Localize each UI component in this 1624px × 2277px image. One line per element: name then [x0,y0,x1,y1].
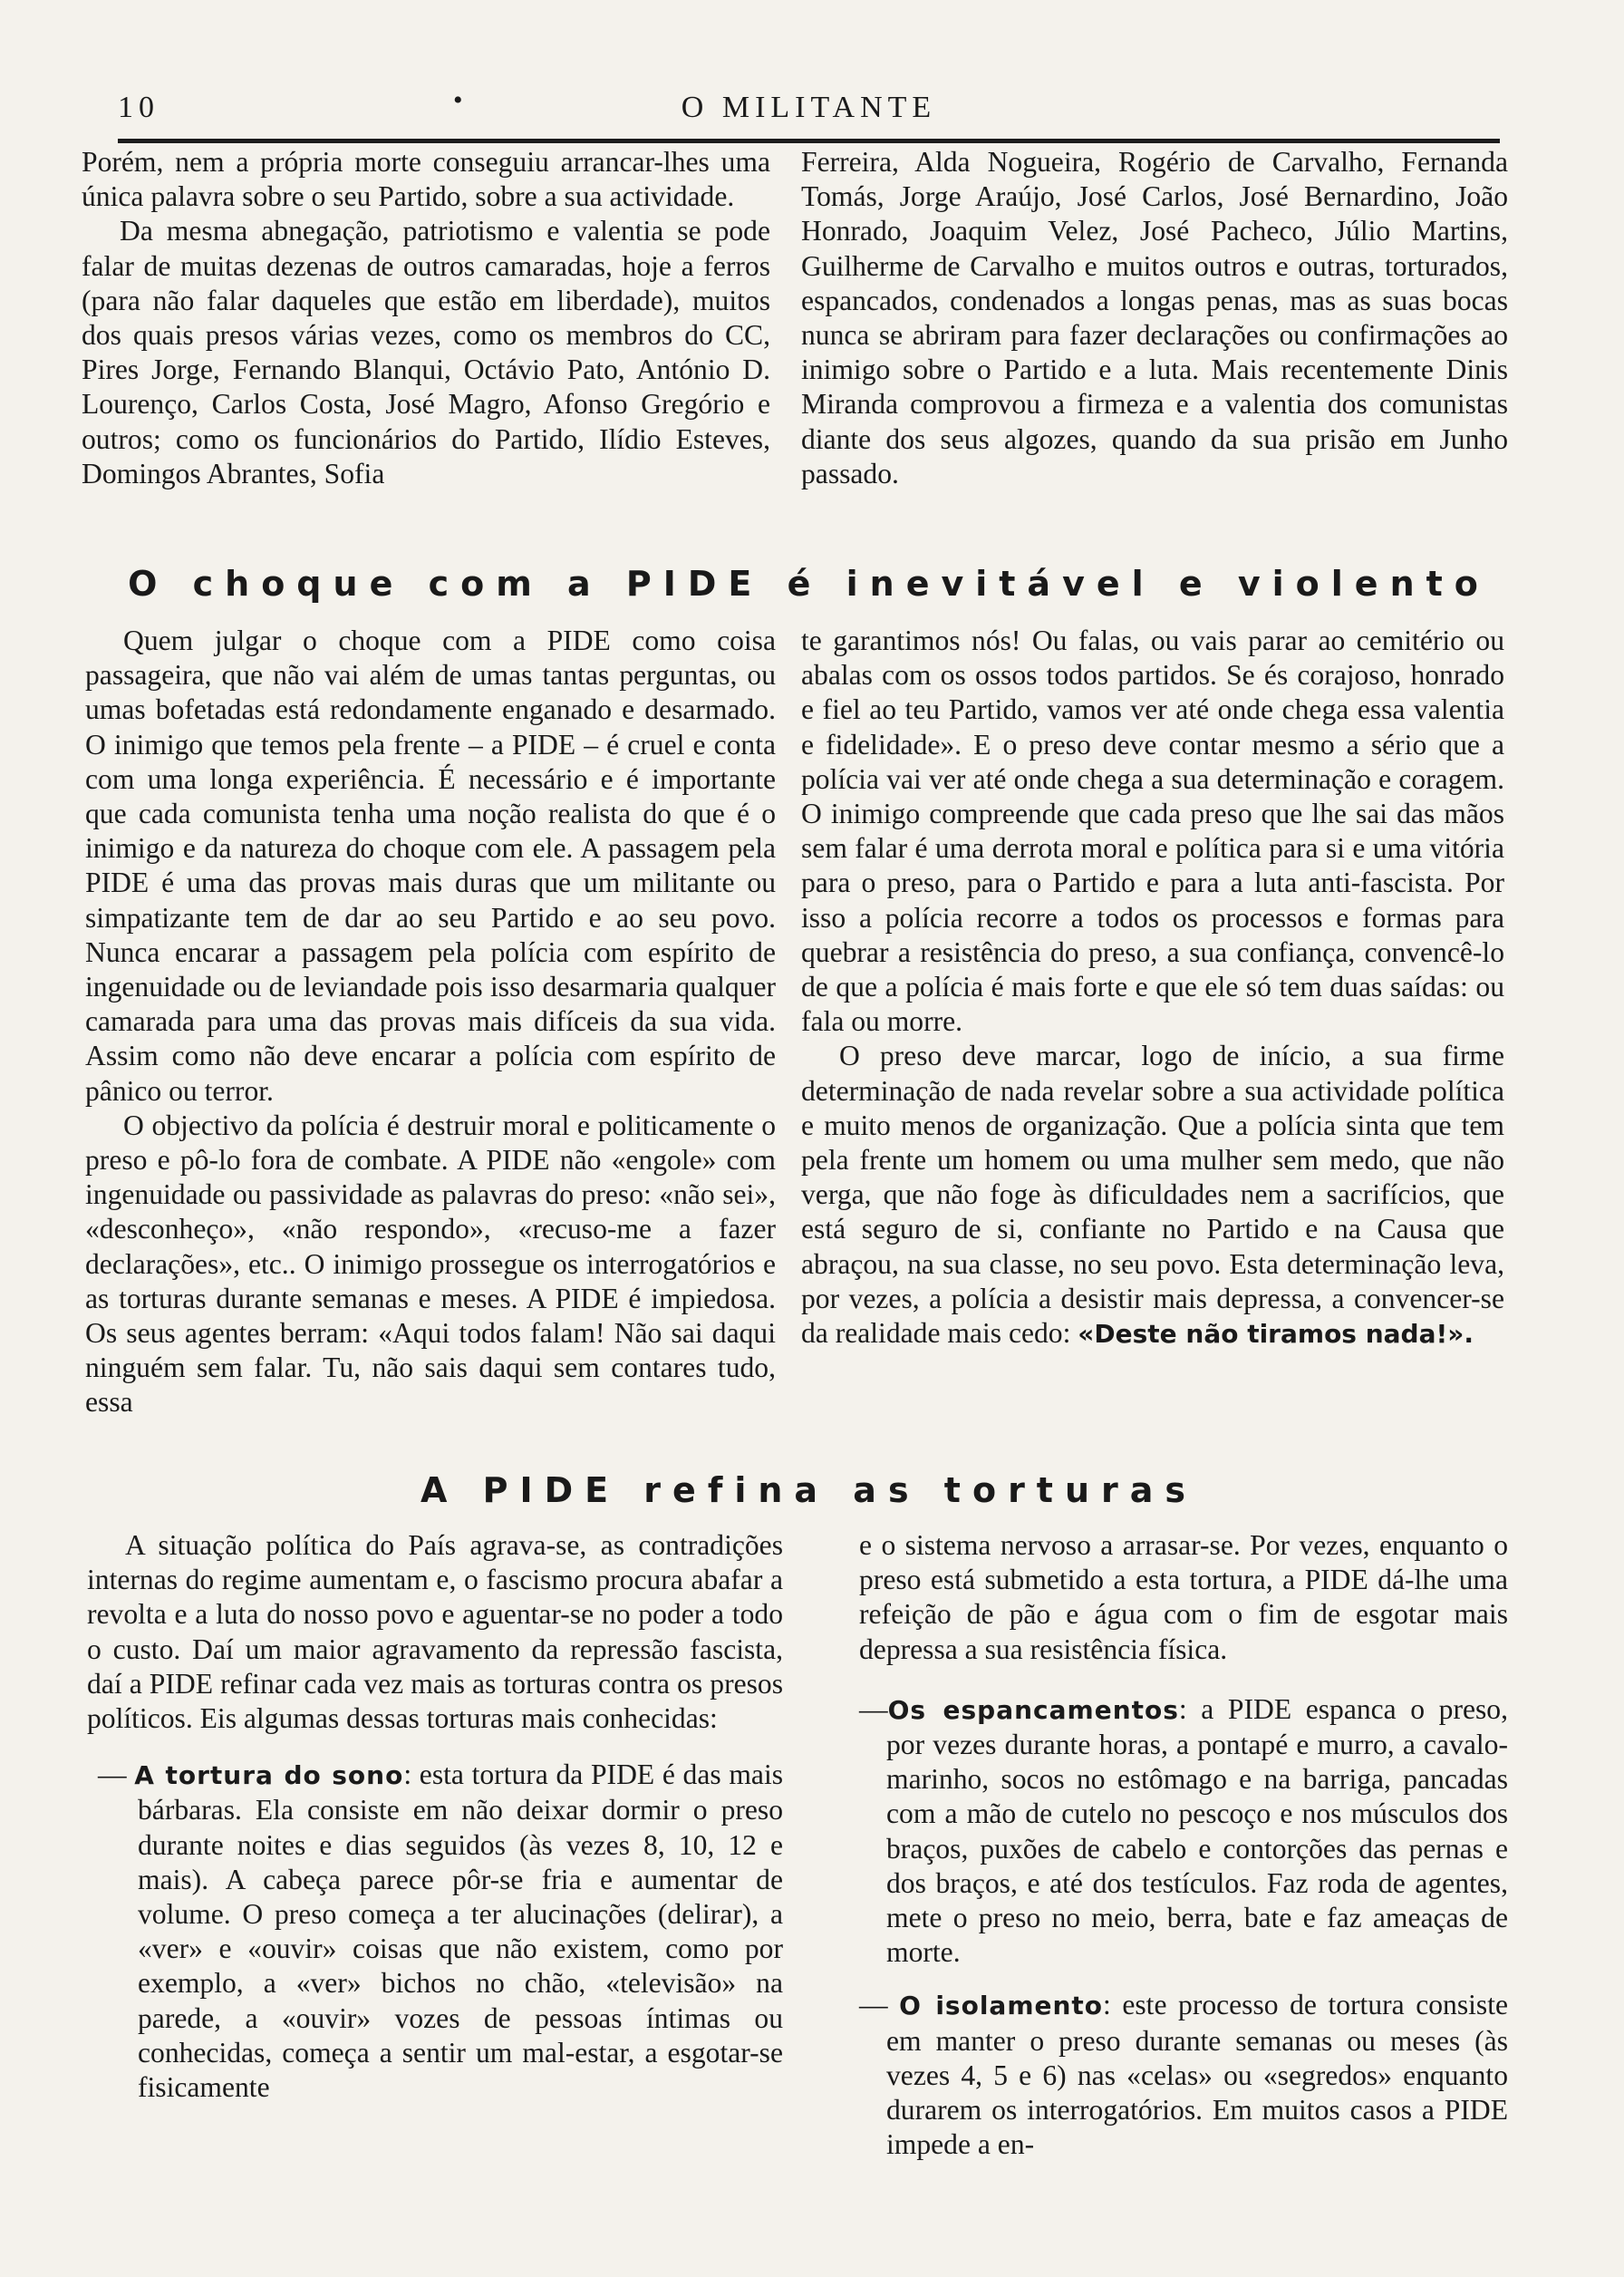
paragraph: A situação política do País agrava-se, as contradições internas do regime aumentam e, o fascismo procura abafar a revolta e a luta do nosso povo e aguentar-se no poder a todo o custo. Daí um maior agravamento da repressão fascista, daí a PIDE refinar cada vez mais as torturas contra os presos políticos. Eis algumas dessas torturas mais conhecidas: [87,1529,783,1735]
section3-left-column [87,1528,783,2105]
section1-right-column [801,145,1508,491]
publication-title: O MILITANTE [681,91,937,124]
section-heading-torturas: A PIDE refina as torturas [420,1470,1198,1510]
list-item-sono [87,1758,783,2105]
item-text: : a PIDE espanca o preso, por vezes durante horas, a pontapé e murro, a cavalo-marinho, socos no estômago e na barriga, pancadas com a mão de cutelo no pescoço e nos músculos dos braços, puxões de cabelo e contorções das pernas e dos braços, e até dos testículos. Faz roda de agentes, mete o preso no meio, berra, bate e faz ameaças de morte. [886,1692,1509,1969]
item-dash: — [859,1692,888,1725]
paragraph: te garantimos nós! Ou falas, ou vais parar ao cemitério ou abalas com os ossos todos partidos. Se és corajoso, honrado e fiel ao teu Partido, vamos ver até onde chega essa valentia e fidelidade». E o preso deve contar mesmo a sério que a polícia vai ver até onde chega a sua determinação e coragem. O inimigo compreende que cada preso que lhe sai das mãos sem falar é uma derrota moral e política para si e uma vitória para o preso, para o Partido e para a luta anti-fascista. Por isso a polícia recorre a todos os processos e formas para quebrar a resistência do preso, a sua confiança, convencê-lo de que a polícia é mais forte e que ele só tem duas saídas: ou fala ou morre. [801,625,1504,1038]
header-rule [118,139,1500,143]
section1-left-column [82,145,770,491]
item-text: : este processo de tortura consiste em manter o preso durante semanas ou meses (às vezes 4, 5 e 6) nas «celas» ou «segredos» enquanto durarem os interrogatórios. Em muitos casos a PIDE impede a en- [886,1989,1508,2161]
paragraph: Da mesma abnegação, patriotismo e valentia se pode falar de muitas dezenas de outros camaradas, hoje a ferros (para não falar daqueles que estão em liberdade), muitos dos quais presos várias vezes, como os membros do CC, Pires Jorge, Fernando Blanqui, Octávio Pato, António D. Lourenço, Carlos Costa, José Magro, Afonso Gregório e outros; como os funcionários do Partido, Ilídio Esteves, Domingos Abrantes, Sofia [82,215,770,489]
section-heading-choque: O choque com a PIDE é inevitável e violento [128,564,1490,604]
section3-right-column [859,1528,1508,2162]
paragraph-text: O preso deve marcar, logo de início, a sua firme determinação de nada revelar sobre a sua actividade política e muito menos de organização. Que a polícia sinta que tem pela frente um homem ou uma mulher sem medo, que não verga, que não foge às dificuldades nem a sacrifícios, que está seguro de si, confiante no Partido e na Causa que abraçou, na sua classe, no seu povo. Esta determinação leva, por vezes, a polícia a desistir mais depressa, a convencer-se da realidade mais cedo: [801,1040,1504,1350]
item-label: Os espancamentos [887,1694,1179,1725]
list-item-isolamento [859,1988,1508,2162]
item-label: A tortura do sono [134,1760,404,1791]
paragraph: O objectivo da polícia é destruir moral e politicamente o preso e pô-lo fora de combate. A PIDE não «engole» com ingenuidade ou passividade as palavras do preso: «não sei», «desconheço», «não respondo», «recuso-me a fazer declarações», etc.. O inimigo prossegue os interrogatórios e as torturas durante semanas e meses. A PIDE é impiedosa. Os seus agentes berram: «Aqui todos falam! Não sai daqui ninguém sem falar. Tu, não sais daqui sem contares tudo, essa [85,1109,776,1419]
paragraph: Quem julgar o choque com a PIDE como coisa passageira, que não vai além de umas tantas perguntas, ou umas bofetadas está redondamente enganado e desarmado. O inimigo que temos pela frente – a PIDE – é cruel e conta com uma longa experiência. É necessário e é importante que cada comunista tenha uma noção realista do que é o inimigo e da natureza do choque com ele. A passagem pela PIDE é uma das provas mais duras que um militante ou simpatizante tem de dar ao seu Partido e ao seu povo. Nunca encarar a passagem pela polícia com espírito de ingenuidade ou de leviandade pois isso desarmaria qualquer camarada para uma das provas mais difíceis da sua vida. Assim como não deve encarar a polícia com espírito de pânico ou terror. [85,625,776,1107]
item-dash: — [859,1989,900,2021]
paragraph [801,1039,1504,1352]
paragraph: Ferreira, Alda Nogueira, Rogério de Carvalho, Fernanda Tomás, Jorge Araújo, José Carlos, José Bernardino, João Honrado, Joaquim Velez, José Pacheco, Júlio Martins, Guilherme de Carvalho e muitos outros e outras, torturados, espancados, condenados a longas penas, mas as suas bocas nunca se abriram para fazer declarações ou confirmações ao inimigo sobre o Partido e a luta. Mais recentemente Dinis Miranda comprovou a firmeza e a valentia dos comunistas diante dos seus algozes, quando da sua prisão em Junho passado. [801,146,1508,489]
section2-right-column [801,624,1504,1352]
item-dash: — [98,1759,135,1791]
paragraph-continuation: e o sistema nervoso a arrasar-se. Por vezes, enquanto o preso está submetido a esta tortura, a PIDE dá-lhe uma refeição de pão e água com o fim de esgotar mais depressa a sua resistência física. [859,1529,1508,1665]
quote-bold: «Deste não tiramos nada!». [1078,1319,1474,1350]
item-label: O isolamento [899,1991,1104,2021]
paragraph: Porém, nem a própria morte conseguiu arrancar-lhes uma única palavra sobre o seu Partido, sobre a sua actividade. [82,146,770,213]
header-dot: • [453,85,469,115]
page-number: 10 [118,91,160,124]
page-header [118,85,1500,134]
list-item-espancamentos [859,1692,1508,1971]
item-text: : esta tortura da PIDE é das mais bárbaras. Ela consiste em não deixar dormir o preso durante noites e dias seguidos (às vezes 8, 10, 12 e mais). A cabeça parece pôr-se fria e aumentar de volume. O preso começa a ter alucinações (delirar), a «ver» e «ouvir» coisas que não existem, como por exemplo, a «ver» bichos no chão, «televisão» na parede, a «ouvir» vozes de pessoas íntimas ou conhecidas, começa a sentir um mal-estar, a esgotar-se fisicamente [138,1759,784,2104]
section2-left-column [85,624,776,1420]
